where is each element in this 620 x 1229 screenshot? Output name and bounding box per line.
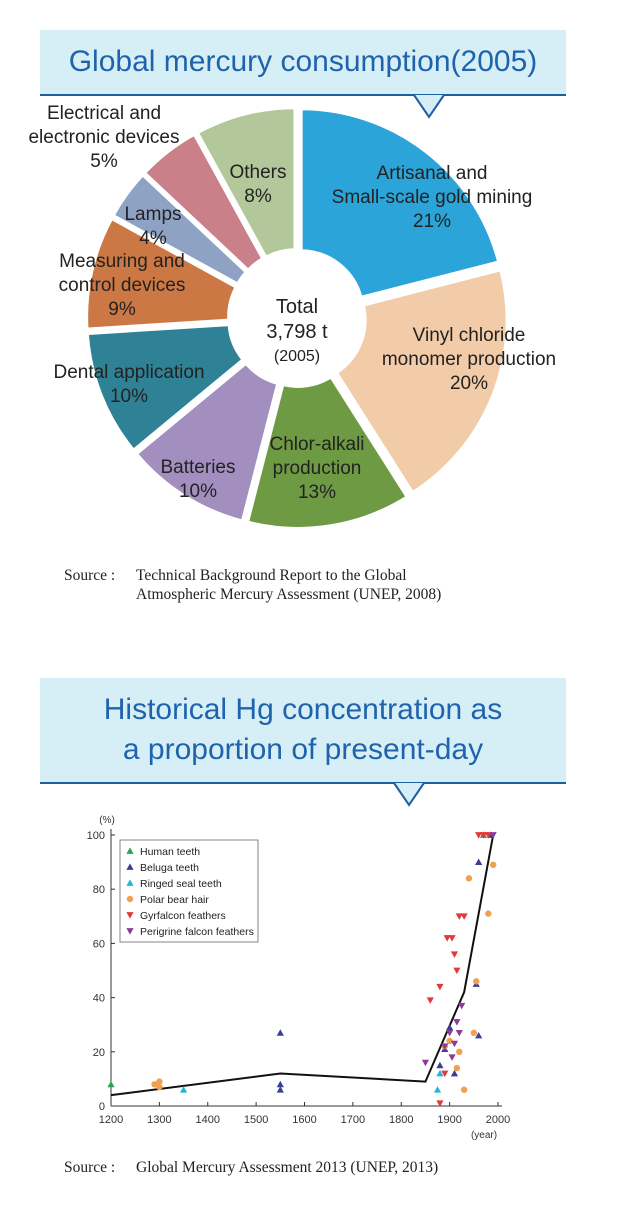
pie-label-dental-application: Dental application 10% (53, 362, 205, 407)
point-perigrine-falcon-feathers (453, 1019, 460, 1025)
pie-source-line2: Atmospheric Mercury Assessment (UNEP, 2008) (136, 586, 442, 603)
point-polar-bear-hair (456, 1049, 462, 1055)
point-gyrfalcon-feathers (427, 997, 434, 1003)
pie-source-label: Source : (64, 567, 116, 584)
point-gyrfalcon-feathers (436, 984, 443, 990)
point-polar-bear-hair (471, 1030, 477, 1036)
x-tick-label: 1700 (340, 1114, 366, 1126)
y-tick-label: 60 (92, 938, 105, 951)
point-polar-bear-hair (466, 875, 472, 881)
pie-label-vinyl-chloride-monomer-production: Vinyl chloride monomer production 20% (381, 325, 557, 394)
point-ringed-seal-teeth (434, 1086, 441, 1092)
pie-label-electrical-and-electronic-devices: Electrical and electronic devices 5% (28, 103, 180, 172)
legend-label-beluga-teeth: Beluga teeth (140, 862, 199, 874)
x-tick-label: 1500 (243, 1114, 269, 1126)
legend-label-gyrfalcon-feathers: Gyrfalcon feathers (140, 910, 226, 922)
point-polar-bear-hair (461, 1087, 467, 1093)
y-axis-label: (%) (99, 815, 115, 826)
point-beluga-teeth (446, 1024, 453, 1030)
pie-chart-title: Global mercury consumption(2005) (68, 45, 538, 78)
point-polar-bear-hair (490, 862, 496, 868)
point-gyrfalcon-feathers (451, 951, 458, 957)
point-polar-bear-hair (454, 1065, 460, 1071)
x-tick-label: 1600 (292, 1114, 317, 1126)
pie-label-lamps: Lamps 4% (124, 204, 182, 249)
scatter-title-line2: a proportion of present-day (122, 733, 484, 766)
scatter-source-label: Source : (64, 1159, 116, 1176)
x-tick-label: 1200 (98, 1114, 124, 1126)
point-beluga-teeth (475, 859, 482, 865)
legend-label-human-teeth: Human teeth (140, 846, 201, 858)
y-tick-label: 100 (86, 830, 105, 842)
pie-label-measuring-and-control-devices: Measuring and control devices 9% (58, 251, 186, 320)
pie-label-others: Others 8% (229, 162, 287, 207)
pie-label-artisanal-and-small-scale-gold-mining: Artisanal and Small-scale gold mining 21% (331, 163, 533, 232)
legend-label-polar-bear-hair: Polar bear hair (140, 894, 209, 906)
x-axis-label: (year) (470, 1130, 498, 1141)
y-tick-label: 40 (92, 992, 105, 1005)
point-human-teeth (107, 1081, 114, 1087)
point-polar-bear-hair (156, 1084, 162, 1090)
point-perigrine-falcon-feathers (451, 1041, 458, 1047)
legend-label-perigrine-falcon-feathers: Perigrine falcon feathers (140, 926, 254, 938)
x-tick-label: 1800 (389, 1114, 414, 1126)
point-perigrine-falcon-feathers (422, 1060, 429, 1066)
point-gyrfalcon-feathers (461, 913, 468, 919)
pie-source-line1: Technical Background Report to the Global (136, 567, 407, 584)
legend-label-ringed-seal-teeth: Ringed seal teeth (140, 878, 222, 890)
scatter-title-line1: Historical Hg concentration as (103, 693, 503, 726)
scatter-legend (120, 840, 258, 942)
point-beluga-teeth (436, 1062, 443, 1068)
y-tick-label: 0 (98, 1101, 105, 1113)
x-tick-label: 1900 (437, 1114, 462, 1126)
point-polar-bear-hair (473, 978, 479, 984)
pie-label-chlor-alkali-production: Chlor-alkali production 13% (269, 434, 365, 503)
point-gyrfalcon-feathers (453, 968, 460, 974)
pie-center-line1: Total (275, 296, 319, 318)
pie-center-total: 3,798 t (266, 321, 328, 343)
point-beluga-teeth (277, 1029, 284, 1035)
y-tick-label: 80 (92, 884, 105, 897)
point-perigrine-falcon-feathers (448, 1054, 455, 1060)
point-perigrine-falcon-feathers (456, 1030, 463, 1036)
x-tick-label: 1300 (147, 1114, 172, 1126)
pie-label-batteries: Batteries 10% (160, 457, 236, 502)
point-gyrfalcon-feathers (448, 935, 455, 941)
scatter-source-line1: Global Mercury Assessment 2013 (UNEP, 2013) (136, 1159, 439, 1176)
pie-center-year: (2005) (273, 348, 321, 365)
point-polar-bear-hair (485, 910, 491, 916)
y-tick-label: 20 (92, 1046, 105, 1059)
x-tick-label: 2000 (485, 1114, 511, 1126)
x-tick-label: 1400 (195, 1114, 220, 1126)
legend-marker-polar-bear-hair (127, 896, 133, 902)
scatter-source (64, 1158, 438, 1177)
